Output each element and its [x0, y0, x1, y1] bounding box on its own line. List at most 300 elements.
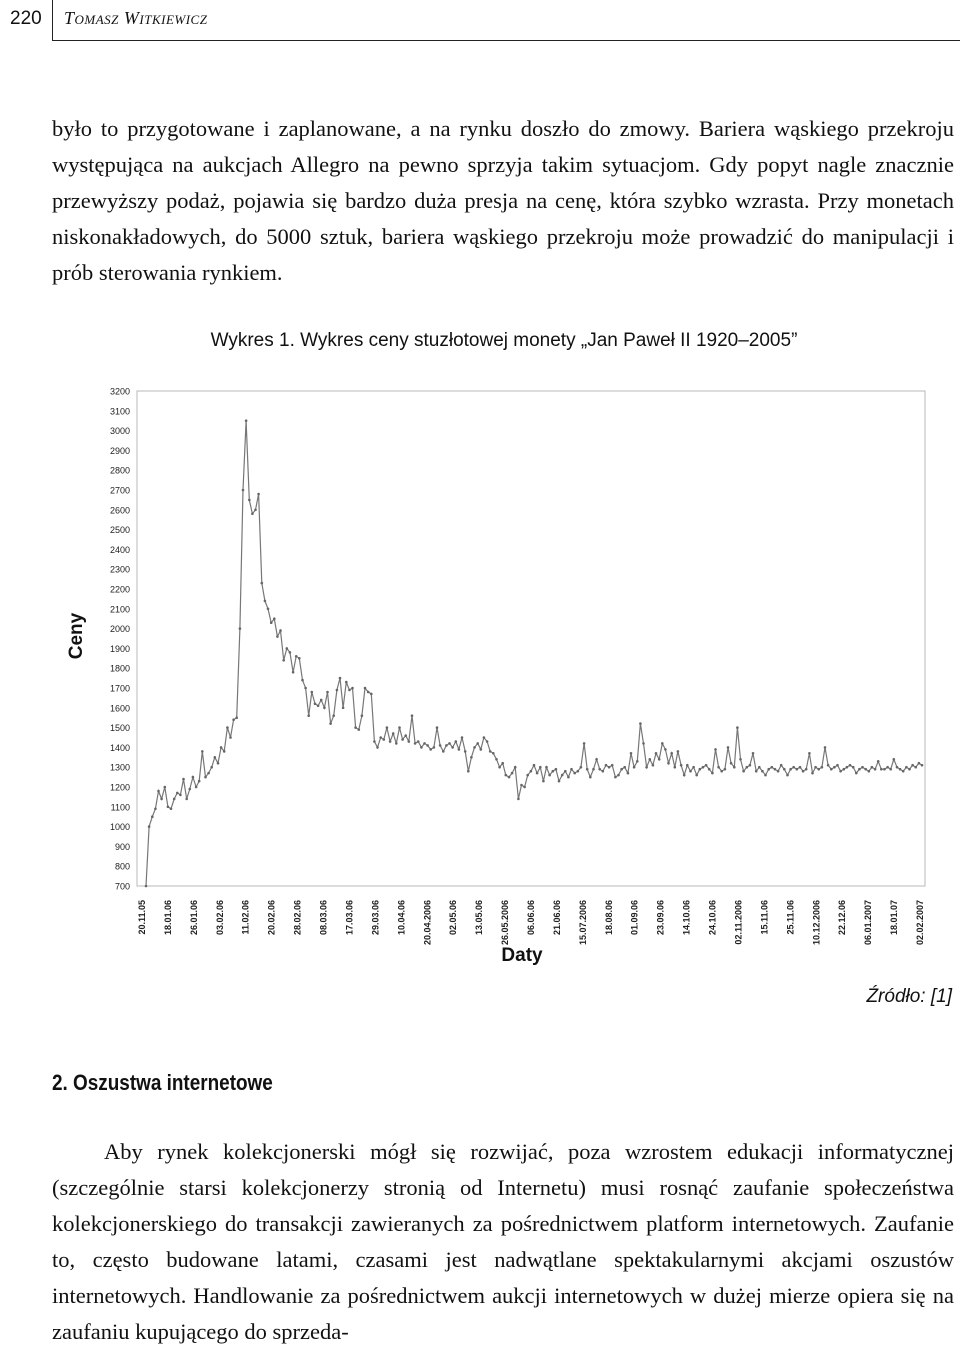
- data-point: [476, 742, 479, 745]
- data-point: [677, 750, 680, 753]
- y-tick-label: 3200: [109, 386, 130, 397]
- data-point: [777, 770, 780, 773]
- y-tick-label: 1000: [109, 822, 130, 833]
- data-point: [771, 766, 774, 769]
- data-point: [827, 764, 830, 767]
- data-point: [179, 794, 182, 797]
- data-point: [223, 750, 226, 753]
- y-tick-label: 1400: [109, 742, 130, 753]
- data-point: [505, 774, 508, 777]
- x-tick-label: 08.03.06: [318, 900, 329, 936]
- data-point: [439, 744, 442, 747]
- data-point: [332, 714, 335, 717]
- data-point: [805, 768, 808, 771]
- data-point: [755, 770, 758, 773]
- chart-caption: [0, 330, 960, 352]
- data-point: [711, 772, 714, 775]
- data-point: [874, 768, 877, 771]
- data-point: [861, 766, 864, 769]
- data-point: [824, 746, 827, 749]
- data-point: [148, 825, 151, 828]
- data-point: [342, 707, 345, 710]
- x-tick-label: 26.01.06: [188, 900, 199, 936]
- data-point: [326, 691, 329, 694]
- y-tick-label: 3000: [109, 426, 130, 437]
- y-tick-label: 2400: [109, 544, 130, 555]
- data-point: [514, 766, 517, 769]
- data-point: [442, 750, 445, 753]
- data-point: [655, 752, 658, 755]
- data-point: [501, 762, 504, 765]
- y-tick-label: 1600: [109, 703, 130, 714]
- data-point: [558, 780, 561, 783]
- data-point: [686, 764, 689, 767]
- x-tick-label: 10.04.06: [396, 900, 407, 936]
- data-point: [392, 732, 395, 735]
- data-point: [445, 744, 448, 747]
- data-point: [652, 764, 655, 767]
- data-point: [523, 786, 526, 789]
- data-point: [746, 766, 749, 769]
- data-point: [508, 776, 511, 779]
- chart-caption-text: Wykres 1. Wykres ceny stuzłotowej monety „Jan Paweł II 1920–2005”: [210, 330, 798, 351]
- data-point: [214, 756, 217, 759]
- data-point: [630, 752, 633, 755]
- data-point: [774, 768, 777, 771]
- y-tick-label: 1300: [109, 762, 130, 773]
- data-point: [210, 766, 213, 769]
- data-point: [714, 748, 717, 751]
- x-tick-label: 02.11.2006: [733, 900, 744, 945]
- data-point: [182, 778, 185, 781]
- data-point: [789, 768, 792, 771]
- data-point: [173, 798, 176, 801]
- data-point: [680, 764, 683, 767]
- data-point: [317, 705, 320, 708]
- price-line-chart: [0, 378, 960, 978]
- data-point: [151, 815, 154, 818]
- data-point: [301, 679, 304, 682]
- data-point: [367, 691, 370, 694]
- data-point: [257, 493, 260, 496]
- x-tick-label: 20.02.06: [266, 900, 277, 936]
- data-point: [636, 760, 639, 763]
- data-point: [573, 772, 576, 775]
- data-point: [358, 728, 361, 731]
- x-tick-label: 18.01.07: [889, 900, 900, 936]
- data-point: [580, 766, 583, 769]
- data-point: [279, 629, 282, 632]
- data-point: [905, 766, 908, 769]
- data-point: [520, 784, 523, 787]
- data-point: [436, 726, 439, 729]
- data-point: [298, 657, 301, 660]
- data-point: [733, 766, 736, 769]
- x-tick-label: 15.11.06: [759, 900, 770, 935]
- data-point: [683, 774, 686, 777]
- data-point: [511, 772, 514, 775]
- data-point: [154, 808, 157, 811]
- y-tick-label: 2300: [109, 564, 130, 575]
- data-point: [232, 718, 235, 721]
- data-point: [570, 768, 573, 771]
- data-point: [470, 756, 473, 759]
- data-point: [661, 742, 664, 745]
- data-point: [495, 758, 498, 761]
- data-point: [480, 748, 483, 751]
- data-point: [674, 766, 677, 769]
- running-head: Tomasz Witkiewicz: [64, 8, 208, 28]
- data-point: [242, 489, 245, 492]
- paragraph-intro: było to przygotowane i zaplanowane, a na rynku doszło do zmowy. Bariera wąskiego przekroju występująca na aukcjach Allegro na pewno sprzyja takim sytuacjom. Gdy popyt nagle znacznie przewyższy podaż, pojawia się bardzo duża presja na cenę, która szybko wzrasta. Przy monetach niskonakładowych, do 5000 sztuk, bariera wąskiego przekroju może prowadzić do manipulacji i prób sterowania rynkiem.: [52, 116, 954, 285]
- data-point: [395, 742, 398, 745]
- data-point: [530, 770, 533, 773]
- data-point: [389, 740, 392, 743]
- data-point: [370, 693, 373, 696]
- data-point: [689, 770, 692, 773]
- x-tick-label: 23.09.06: [655, 900, 666, 936]
- data-point: [720, 770, 723, 773]
- data-point: [883, 768, 886, 771]
- y-tick-label: 900: [114, 841, 130, 852]
- data-point: [329, 722, 332, 725]
- data-point: [145, 885, 148, 888]
- header-rule: [52, 40, 960, 41]
- data-point: [864, 768, 867, 771]
- data-point: [286, 647, 289, 650]
- page-number: 220: [10, 8, 42, 29]
- data-point: [561, 774, 564, 777]
- data-point: [586, 768, 589, 771]
- x-tick-label: 11.02.06: [240, 900, 251, 935]
- data-point: [839, 770, 842, 773]
- data-point: [617, 774, 620, 777]
- data-point: [921, 764, 924, 767]
- y-tick-label: 1900: [109, 643, 130, 654]
- data-point: [455, 740, 458, 743]
- y-tick-label: 2100: [109, 604, 130, 615]
- data-point: [902, 770, 905, 773]
- data-point: [577, 770, 580, 773]
- data-point: [736, 726, 739, 729]
- y-tick-label: 3100: [109, 406, 130, 417]
- page-header: [0, 0, 960, 40]
- data-point: [254, 509, 257, 512]
- data-point: [670, 752, 673, 755]
- x-tick-label: 24.10.06: [707, 900, 718, 936]
- data-point: [461, 736, 464, 739]
- data-point: [401, 738, 404, 741]
- y-tick-label: 1700: [109, 683, 130, 694]
- data-point: [692, 766, 695, 769]
- data-point: [361, 714, 364, 717]
- section-heading: 2. Oszustwa internetowe: [52, 1070, 273, 1095]
- y-tick-label: 1800: [109, 663, 130, 674]
- x-tick-label: 28.02.06: [292, 900, 303, 936]
- y-tick-label: 2200: [109, 584, 130, 595]
- data-point: [802, 770, 805, 773]
- data-point: [886, 766, 889, 769]
- data-point: [911, 764, 914, 767]
- data-point: [420, 746, 423, 749]
- data-point: [251, 513, 254, 516]
- data-point: [526, 774, 529, 777]
- data-point: [808, 752, 811, 755]
- y-tick-label: 2000: [109, 624, 130, 635]
- data-point: [583, 742, 586, 745]
- data-point: [836, 764, 839, 767]
- x-tick-label: 02.05.06: [448, 900, 459, 936]
- data-point: [814, 766, 817, 769]
- data-point: [229, 736, 232, 739]
- data-point: [498, 766, 501, 769]
- data-point: [849, 764, 852, 767]
- y-tick-label: 2500: [109, 525, 130, 536]
- data-point: [448, 742, 451, 745]
- data-point: [896, 766, 899, 769]
- data-point: [464, 750, 467, 753]
- data-point: [404, 734, 407, 737]
- data-point: [608, 766, 611, 769]
- data-point: [314, 703, 317, 706]
- data-point: [708, 768, 711, 771]
- y-tick-label: 1500: [109, 723, 130, 734]
- data-point: [752, 752, 755, 755]
- data-point: [311, 691, 314, 694]
- x-tick-label: 18.01.06: [162, 900, 173, 936]
- data-point: [786, 774, 789, 777]
- data-point: [767, 768, 770, 771]
- x-tick-label: 01.09.06: [629, 900, 640, 936]
- data-point: [542, 780, 545, 783]
- data-point: [235, 716, 238, 719]
- data-point: [821, 766, 824, 769]
- data-point: [339, 677, 342, 680]
- data-point: [880, 768, 883, 771]
- y-tick-label: 700: [114, 881, 130, 892]
- data-point: [627, 772, 630, 775]
- data-point: [664, 748, 667, 751]
- data-point: [705, 764, 708, 767]
- data-point: [889, 768, 892, 771]
- data-point: [699, 768, 702, 771]
- data-point: [467, 770, 470, 773]
- data-point: [458, 748, 461, 751]
- data-point: [749, 764, 752, 767]
- x-tick-label: 02.02.2007: [915, 900, 925, 946]
- data-point: [164, 786, 167, 789]
- x-tick-label: 06.06.06: [526, 900, 536, 936]
- data-point: [742, 770, 745, 773]
- data-point: [192, 776, 195, 779]
- paragraph-body: Aby rynek kolekcjonerski mógł się rozwijać, poza wzrostem edukacji informatycznej (szczególnie starsi kolekcjonerzy stronią od Internetu) musi rosnąć zaufanie społeczeństwa kolekcjonerskiego do transakcji zawieranych za pośrednictwem platform internetowych. Zaufanie to, często budowane latami, czasami jest nadwątlane spektakularnymi akcjami oszustów internetowych. Handlowanie za pośrednictwem aukcji internetowych w dużej mierze opiera się na zaufaniu kupującego do sprzeda-: [52, 1139, 954, 1344]
- data-point: [348, 689, 351, 692]
- data-point: [914, 766, 917, 769]
- x-tick-label: 20.11.05: [137, 900, 147, 935]
- data-point: [908, 768, 911, 771]
- data-point: [282, 659, 285, 662]
- data-point: [414, 742, 417, 745]
- data-point: [167, 806, 170, 809]
- x-axis-title: Daty: [501, 945, 543, 966]
- data-point: [843, 768, 846, 771]
- data-point: [649, 758, 652, 761]
- y-tick-label: 2800: [109, 465, 130, 476]
- data-point: [533, 764, 536, 767]
- header-divider-vertical: [52, 0, 53, 40]
- x-tick-label: 29.03.06: [370, 900, 381, 936]
- data-point: [855, 772, 858, 775]
- plot-area: [137, 391, 925, 886]
- data-point: [539, 766, 542, 769]
- data-point: [792, 766, 795, 769]
- data-point: [852, 766, 855, 769]
- data-point: [201, 750, 204, 753]
- data-point: [323, 707, 326, 710]
- data-point: [639, 722, 642, 725]
- data-point: [354, 726, 357, 729]
- data-point: [602, 770, 605, 773]
- data-point: [379, 736, 382, 739]
- data-point: [620, 768, 623, 771]
- data-point: [764, 774, 767, 777]
- x-tick-label: 13.05.06: [474, 900, 485, 936]
- data-point: [176, 792, 179, 795]
- data-point: [796, 768, 799, 771]
- data-point: [295, 655, 298, 658]
- data-point: [918, 762, 921, 765]
- data-point: [292, 671, 295, 674]
- data-point: [780, 764, 783, 767]
- x-tick-label: 10.12.2006: [811, 900, 822, 946]
- data-point: [245, 419, 248, 422]
- data-point: [658, 758, 661, 761]
- data-point: [451, 746, 454, 749]
- data-point: [868, 770, 871, 773]
- data-point: [198, 780, 201, 783]
- data-point: [289, 651, 292, 654]
- data-point: [642, 742, 645, 745]
- data-point: [893, 758, 896, 761]
- data-point: [492, 752, 495, 755]
- data-point: [239, 627, 242, 630]
- data-point: [536, 772, 539, 775]
- data-point: [730, 762, 733, 765]
- data-point: [364, 687, 367, 690]
- y-tick-label: 2700: [109, 485, 130, 496]
- data-point: [276, 635, 279, 638]
- y-tick-label: 2600: [109, 505, 130, 516]
- y-tick-label: 2900: [109, 445, 130, 456]
- data-point: [486, 740, 489, 743]
- data-point: [589, 776, 592, 779]
- data-point: [717, 766, 720, 769]
- data-point: [383, 738, 386, 741]
- x-tick-label: 25.11.06: [785, 900, 796, 935]
- data-point: [336, 689, 339, 692]
- data-point: [473, 746, 476, 749]
- data-point: [567, 776, 570, 779]
- data-point: [376, 746, 379, 749]
- x-tick-label: 17.03.06: [344, 900, 355, 936]
- x-tick-label: 21.06.06: [551, 900, 562, 936]
- data-point: [307, 714, 310, 717]
- data-point: [408, 740, 411, 743]
- data-point: [248, 499, 251, 502]
- data-point: [846, 766, 849, 769]
- x-tick-label: 18.08.06: [603, 900, 614, 936]
- data-point: [345, 681, 348, 684]
- data-point: [304, 687, 307, 690]
- data-point: [645, 766, 648, 769]
- data-point: [226, 726, 229, 729]
- data-point: [611, 764, 614, 767]
- y-tick-label: 1100: [110, 802, 130, 813]
- x-tick-label: 14.10.06: [681, 900, 692, 936]
- data-point: [702, 766, 705, 769]
- data-point: [207, 772, 210, 775]
- data-point: [160, 798, 163, 801]
- data-point: [195, 786, 198, 789]
- data-point: [799, 766, 802, 769]
- data-point: [398, 726, 401, 729]
- data-point: [320, 699, 323, 702]
- y-axis-title: Ceny: [66, 612, 87, 660]
- data-point: [595, 758, 598, 761]
- data-point: [830, 768, 833, 771]
- data-point: [623, 766, 626, 769]
- data-point: [217, 762, 220, 765]
- data-point: [185, 798, 188, 801]
- data-point: [351, 687, 354, 690]
- data-point: [189, 788, 192, 791]
- data-point: [695, 774, 698, 777]
- data-point: [552, 770, 555, 773]
- data-point: [833, 766, 836, 769]
- data-point: [157, 790, 160, 793]
- data-point: [170, 808, 173, 811]
- data-point: [417, 740, 420, 743]
- data-point: [386, 726, 389, 729]
- data-point: [373, 740, 376, 743]
- data-point: [264, 600, 267, 603]
- chart-source: Źródło: [1]: [866, 986, 952, 1007]
- data-point: [614, 776, 617, 779]
- data-point: [899, 768, 902, 771]
- data-point: [545, 766, 548, 769]
- x-tick-label: 06.01.2007: [863, 900, 874, 946]
- x-tick-label: 26.05.2006: [500, 900, 511, 946]
- data-point: [761, 770, 764, 773]
- data-point: [267, 608, 270, 611]
- data-point: [270, 621, 273, 624]
- data-point: [564, 770, 567, 773]
- data-point: [429, 748, 432, 751]
- data-point: [423, 742, 426, 745]
- data-point: [273, 617, 276, 620]
- data-point: [483, 736, 486, 739]
- data-point: [727, 746, 730, 749]
- data-point: [811, 772, 814, 775]
- x-tick-label: 03.02.06: [214, 900, 225, 936]
- data-point: [204, 776, 207, 779]
- y-tick-label: 800: [114, 861, 130, 872]
- data-point: [871, 766, 874, 769]
- data-point: [433, 746, 436, 749]
- data-point: [489, 750, 492, 753]
- data-point: [555, 768, 558, 771]
- data-point: [598, 768, 601, 771]
